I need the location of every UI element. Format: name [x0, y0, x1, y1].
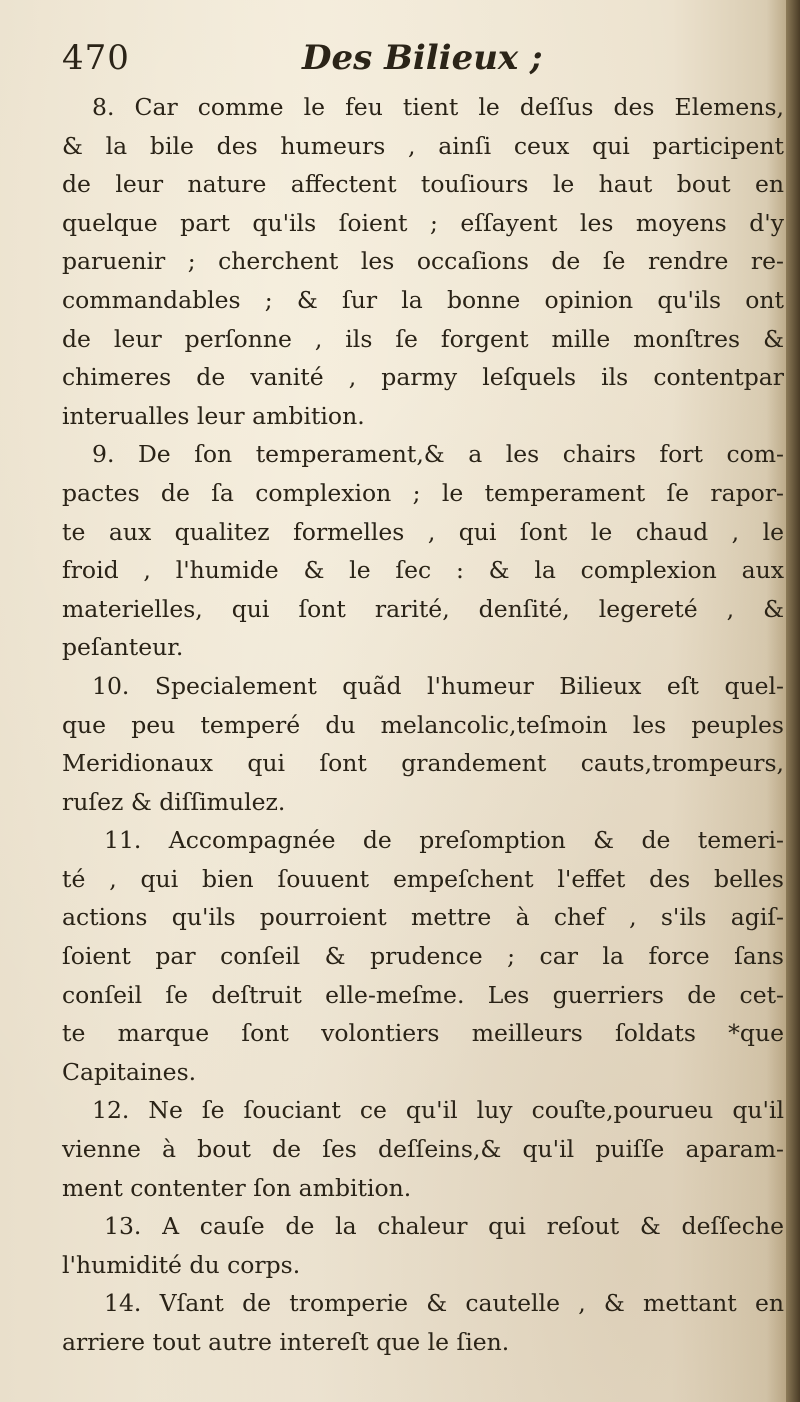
paragraph-10 — [62, 667, 784, 821]
text-line: que peu temperé du melancolic,teſmoin les peuples — [62, 710, 784, 739]
paragraph-9 — [62, 435, 784, 667]
text-line: pactes de ſa complexion ; le temperament ſe rapor- — [62, 478, 784, 507]
text-line: Meridionaux qui ſont grandement cauts,trompeurs, — [62, 749, 784, 778]
text-line: interualles leur ambition. — [62, 401, 365, 430]
paragraph-11 — [62, 821, 784, 1091]
running-head: Des Bilieux ; — [302, 38, 543, 78]
text-line: 14. Vſant de tromperie & cautelle , & mettant en — [104, 1289, 784, 1318]
text-line: de leur perſonne , ils ſe forgent mille monſtres & — [62, 324, 784, 353]
paragraph-13 — [62, 1207, 784, 1284]
body-text — [62, 88, 784, 1362]
text-line: & la bile des humeurs , ainſi ceux qui participent — [62, 131, 784, 160]
text-line: peſanteur. — [62, 633, 184, 662]
text-line: de leur nature affectent touſiours le haut bout en — [62, 170, 784, 199]
page-number: 470 — [62, 38, 130, 78]
paragraph-14 — [62, 1284, 784, 1361]
text-line: 8. Car comme le feu tient le deſſus des Elemens, — [92, 93, 784, 121]
text-line: actions qu'ils pourroient mettre à chef , s'ils agiſ- — [62, 903, 784, 932]
text-line: ſoient par conſeil & prudence ; car la force ſans — [62, 942, 784, 971]
text-line: commandables ; & ſur la bonne opinion qu'ils ont — [62, 285, 784, 314]
page-edge-shadow — [786, 0, 800, 1402]
text-line: Capitaines. — [62, 1057, 197, 1086]
text-line: paruenir ; cherchent les occaſions de ſe rendre re- — [62, 247, 784, 276]
text-line: ment contenter ſon ambition. — [62, 1173, 412, 1202]
text-line: 11. Accompagnée de preſomption & de temeri- — [104, 826, 784, 855]
text-line: materielles, qui ſont rarité, denſité, legereté , & — [62, 594, 784, 623]
text-line: 13. A cauſe de la chaleur qui reſout & deſſeche — [104, 1212, 784, 1241]
text-line: froid , l'humide & le ſec : & la complexion aux — [62, 556, 784, 585]
text-line: te aux qualitez formelles , qui ſont le chaud , le — [62, 517, 784, 546]
text-line: te marque ſont volontiers meilleurs ſoldats *que — [62, 1019, 784, 1048]
paragraph-12 — [62, 1091, 784, 1207]
text-line: vienne à bout de ſes deſſeins,& qu'il puiſſe aparam- — [62, 1135, 784, 1164]
text-line: 10. Specialement quãd l'humeur Bilieux eſt quel- — [92, 671, 784, 700]
paragraph-8 — [62, 88, 784, 435]
text-line: quelque part qu'ils ſoient ; eſſayent les moyens d'y — [62, 208, 784, 237]
text-line: té , qui bien ſouuent empeſchent l'effet des belles — [62, 864, 784, 893]
text-line: l'humidité du corps. — [62, 1250, 301, 1279]
text-line: ruſez & diſſimulez. — [62, 787, 286, 816]
text-line: arriere tout autre intereſt que le ſien. — [62, 1328, 510, 1356]
text-line: conſeil ſe deſtruit elle-meſme. Les guerriers de cet- — [62, 980, 784, 1009]
text-line: 9. De ſon temperament,& a les chairs fort com- — [92, 440, 784, 469]
text-line: chimeres de vanité , parmy leſquels ils contentpar — [62, 363, 784, 392]
text-line: 12. Ne ſe ſouciant ce qu'il luy couſte,pourueu qu'il — [92, 1096, 784, 1125]
